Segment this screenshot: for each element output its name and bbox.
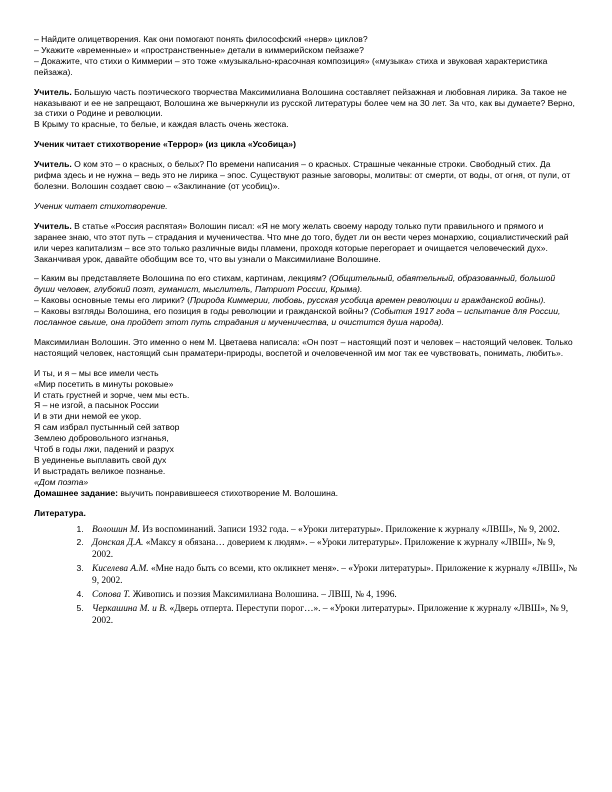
reference-title: «Дверь отперта. Переступи порог…». – «Уроки литературы». Приложение к журналу «ЛВШ», № 9, 2002. [92,603,569,626]
homework-text: выучить понравившееся стихотворение М. Волошина. [117,487,338,498]
poem-line: «Мир посетить в минуты роковые» [34,378,174,389]
poem-line: Я сам избрал пустынный сей затвор [34,422,180,433]
teacher-paragraph-3b: Заканчивая урок, давайте обобщим все то, что вы узнали о Максимилиане Волошине. [34,253,381,264]
poem-line: В уединенье выплавить свой дух [34,455,167,465]
homework [34,488,578,499]
reference-author: Киселева А.М. [92,564,149,575]
tsvetaeva-quote: Максимилиан Волошин. Это именно о нем М. Цветаева написала: «Он поэт – настоящий поэт и человек – настоящий человек. Только настоящий человек, настоящий сын праматери-природы, воспетой и очеловеченной им мог так ее чувствовать, понимать, любить». [34,336,573,358]
poem-line: И ты, и я – мы все имели честь [34,367,159,378]
poem [34,368,578,488]
reference-author: Волошин М. [92,524,140,535]
reference-author: Черкашина М. и В. [92,603,168,614]
reference-item [86,524,578,536]
question-line: – Докажите, что стихи о Киммерии – это тоже «музыкально-красочная композиция» («музыка» стиха и звуковая характеристика пейзажа). [34,55,548,77]
homework-label: Домашнее задание: [34,487,118,498]
reference-author: Сопова Т. [92,590,131,601]
poem-line: Землею добровольного изгнанья, [34,433,169,444]
teacher-label: Учитель. [34,220,72,231]
references-list [34,524,578,627]
poem-line: И выстрадать великое познанье. [34,465,166,476]
teacher-text: Большую часть поэтического творчества Максимилиана Волошина составляет пейзажная и любовная лирика. За такое не наказывают и ее не запрещают, Волошина же вычеркнули из русской литературы более чем на 30 лет. За что, как вы думаете? Верно, за стихи о Родине и революции. [34,86,575,119]
reference-author: Донская Д.А. [92,538,144,549]
student-reads: Ученик читает стихотворение. [34,200,168,211]
questions-top [34,34,578,78]
teacher-paragraph-2 [34,159,578,192]
summary-questions [34,273,578,328]
teacher-label: Учитель. [34,159,72,170]
question-line: – Найдите олицетворения. Как они помогают понять философский «нерв» циклов? [34,34,368,44]
teacher-paragraph-3 [34,221,578,254]
teacher-paragraph-1b: В Крыму то красные, то белые, и каждая власть очень жестока. [34,119,289,130]
summary-question-3: – Каковы взгляды Волошина, его позиция в годы революции и гражданской войны? (События 1917 года – испытание для России, посланное свыше, она пройдет этот путь страдания и мученичества, и очистится душа народа). [34,306,561,328]
poem-source: «Дом поэта» [34,476,89,487]
reference-item [86,603,578,627]
poem-line: Чтоб в годы лжи, падений и разрух [34,444,174,455]
reference-title: «Мне надо быть со всеми, кто окликнет меня». – «Уроки литературы». Приложение к журналу «ЛВШ», № 9, 2002. [92,564,578,587]
reference-item [86,563,578,587]
summary-question-2: – Каковы основные темы его лирики? (Природа Киммерии, любовь, русская усобица времен революции и гражданской войны). [34,295,546,306]
teacher-text: В статье «Россия распятая» Волошин писал: «Я не могу желать своему народу только пути правильного и прямого и заранее знаю, что этот путь – страдания и мученичества. Что мне до того, будет ли он вести через монархию, социалистический рай или через капитализм – все это только различные виды пламени, проходя которые перегорает и очищается человеческий дух». [34,220,569,253]
teacher-paragraph-1 [34,87,578,120]
summary-question-1: – Каким вы представляете Волошина по его стихам, картинам, лекциям? (Общительный, обаятельный, образованный, большой души человек, глубокий поэт, гуманист, мыслитель, Патриот России, Крыма). [34,273,556,295]
student-reads-terror: Ученик читает стихотворение «Террор» (из цикла «Усобица») [34,139,296,150]
reference-item [86,589,578,601]
poem-line: Я – не изгой, а пасынок России [34,400,159,411]
teacher-text: О ком это – о красных, о белых? По времени написания – о красных. Страшные чеканные строки. Свободный стих. Да рифма здесь и не нужна – ведь это не лирика – эпос. Существуют разные заговоры, молитвы: от смерти, от воды, от огня, от пули, от болезни. Волошин создает свою – «Заклинание (от усобиц)». [34,159,571,191]
question-line: – Укажите «временные» и «пространственные» детали в киммерийском пейзаже? [34,44,364,55]
reference-title: «Максу я обязана… доверием к людям». – «Уроки литературы». Приложение к журналу «ЛВШ», № 9, 2002. [92,538,556,561]
poem-line: И стать грустней и зорче, чем мы есть. [34,389,190,400]
reference-item [86,537,578,561]
reference-title: Живопись и поэзия Максимилиана Волошина. – ЛВШ, № 4, 1996. [130,590,397,601]
teacher-label: Учитель. [34,86,72,97]
literature-heading: Литература. [34,507,86,518]
poem-line: И в эти дни немой ее укор. [34,411,142,422]
reference-title: Из воспоминаний. Записи 1932 года. – «Уроки литературы». Приложение к журналу «ЛВШ», № 9, 2002. [139,524,560,535]
